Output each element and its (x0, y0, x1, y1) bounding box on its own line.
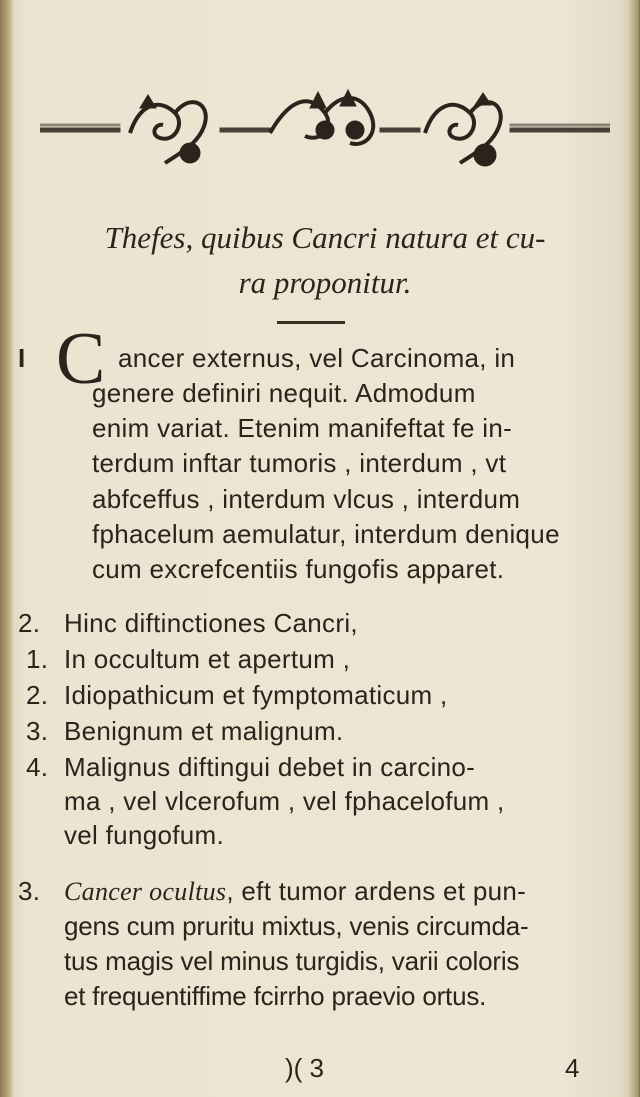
text-line: Hinc diftinctiones Cancri, (64, 608, 358, 638)
text-line: fphacelum aemulatur, interdum denique (92, 519, 560, 549)
text-line: et frequentiffime fcirrho praevio ortus. (64, 981, 487, 1011)
page-edge-shadow (628, 0, 640, 1097)
section-number: 2. (18, 608, 41, 638)
ornament-flourish-left (130, 95, 206, 163)
drop-cap: C (56, 318, 106, 400)
catchword: 4 (565, 1053, 580, 1083)
ornament-band-icon (40, 88, 610, 178)
list-item-number: 2. (26, 680, 49, 710)
ornament-dash-left (40, 124, 120, 132)
text-line: gens cum pruritu mixtus, venis circumda- (64, 911, 529, 941)
list-item-number: 1. (26, 644, 49, 674)
list-item: Idiopathicum et fymptomaticum , (64, 680, 448, 710)
ornament-flourish-right (425, 93, 501, 166)
title-divider (277, 321, 345, 324)
text-line: ma , vel vlcerofum , vel fphacelofum , (64, 786, 505, 816)
italic-lead: Cancer ocultus (64, 877, 227, 906)
text-line: tus magis vel minus turgidis, varii coloris (64, 946, 520, 976)
page-title-continued: ra proponitur. (238, 265, 412, 300)
ornament-flourish-center (270, 90, 373, 144)
section-number: 3. (18, 876, 41, 906)
text-line: cum excrefcentiis fungofis apparet. (92, 554, 505, 584)
list-item: In occultum et apertum , (64, 644, 351, 674)
text-line: genere definiri nequit. Admodum (92, 378, 476, 408)
list-item-number: 3. (26, 716, 49, 746)
ornament-dash-right (510, 124, 610, 132)
text-line (64, 876, 526, 907)
list-item: Malignus diftingui debet in carcino- (64, 752, 476, 782)
text-fragment: , eft tumor ardens et pun- (226, 876, 527, 906)
text-line: terdum inftar tumoris , interdum , vt (92, 448, 507, 478)
list-item: Benignum et malignum. (64, 716, 344, 746)
book-binding-shadow (0, 0, 14, 1097)
signature-mark: )( 3 (285, 1053, 324, 1083)
text-line: enim variat. Etenim manifeftat fe in- (92, 413, 513, 443)
text-line: abfceffus , interdum vlcus , interdum (92, 484, 521, 514)
text-line: ancer externus, vel Carcinoma, in (118, 343, 516, 373)
list-item-number: 4. (26, 752, 49, 782)
section-number: I (18, 343, 26, 373)
text-line: vel fungofum. (64, 820, 224, 850)
page-title: Thefes, quibus Cancri natura et cu- (104, 220, 546, 255)
